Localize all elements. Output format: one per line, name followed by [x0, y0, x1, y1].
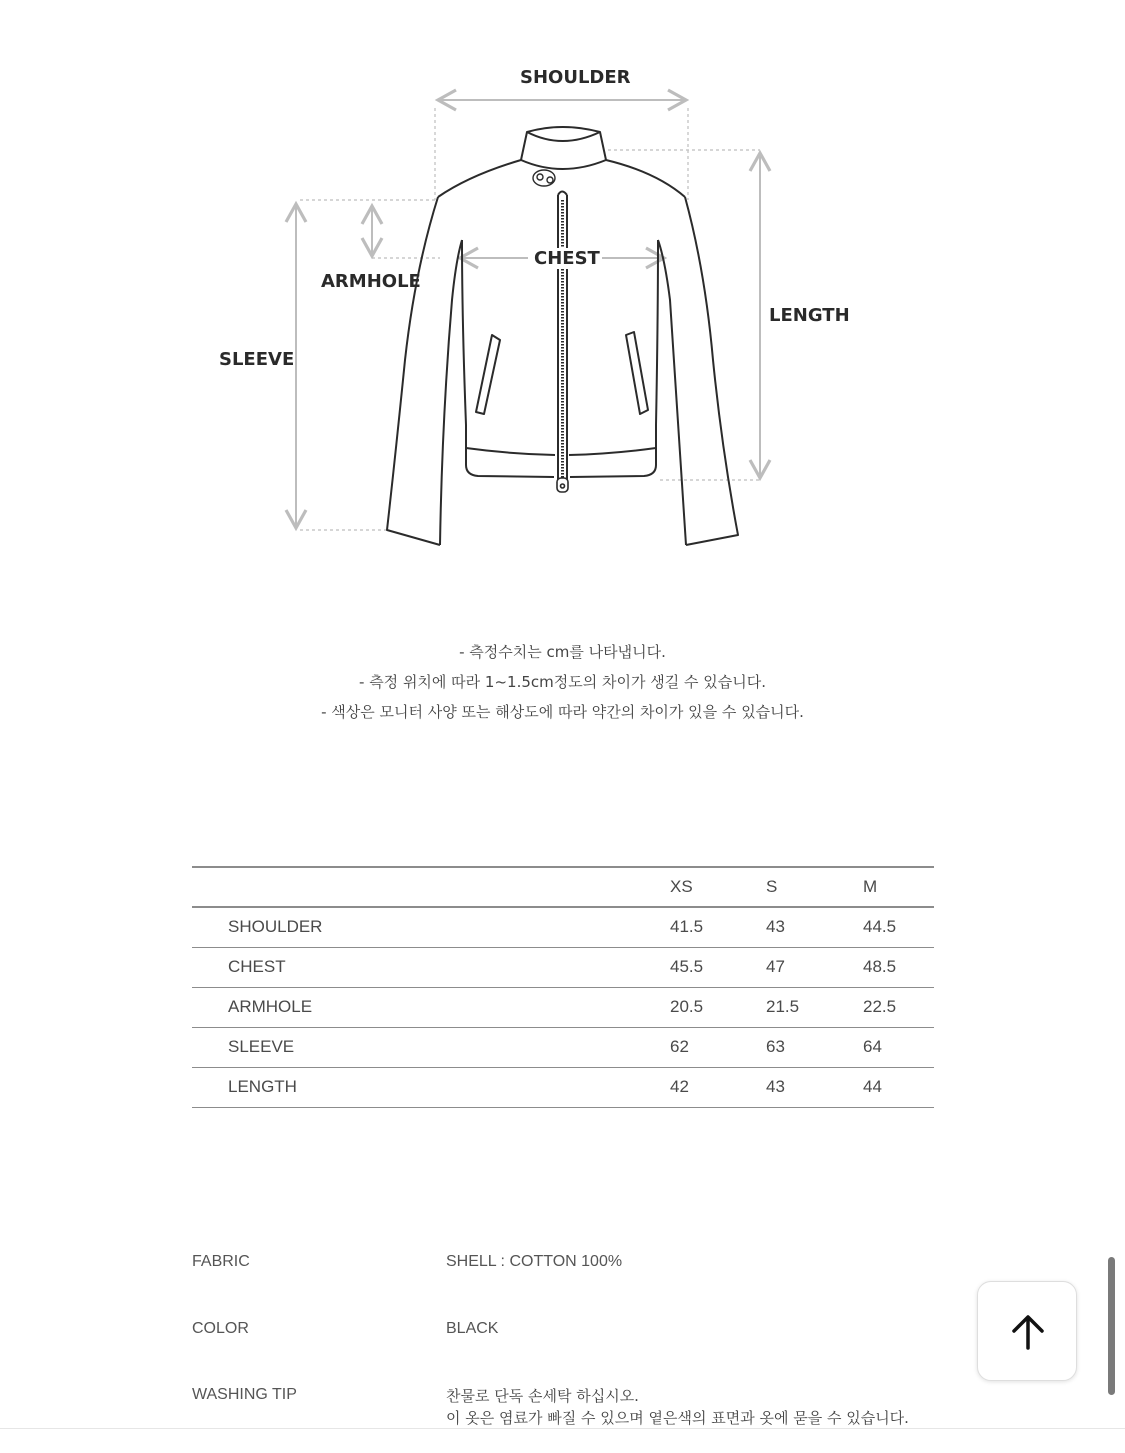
size-header: S [766, 867, 863, 907]
cell-value: 64 [863, 1027, 934, 1067]
guide-lines [300, 108, 760, 530]
note-line: - 색상은 모니터 사양 또는 해상도에 따라 약간의 차이가 있을 수 있습니다. [321, 703, 804, 721]
color-label: COLOR [192, 1320, 249, 1337]
row-label: ARMHOLE [192, 987, 670, 1027]
size-header: XS [670, 867, 766, 907]
table-row [192, 1067, 934, 1107]
row-label: SLEEVE [192, 1027, 670, 1067]
measurement-diagram [0, 0, 1125, 600]
cell-value: 22.5 [863, 987, 934, 1027]
cell-value: 43 [766, 907, 863, 947]
cell-value: 21.5 [766, 987, 863, 1027]
shoulder-label: SHOULDER [520, 67, 631, 88]
cell-value: 47 [766, 947, 863, 987]
scroll-to-top-button[interactable] [977, 1281, 1077, 1381]
cell-value: 62 [670, 1027, 766, 1067]
row-label: LENGTH [192, 1067, 670, 1107]
armhole-label: ARMHOLE [321, 271, 421, 292]
arrow-up-icon [1008, 1312, 1048, 1352]
cell-value: 45.5 [670, 947, 766, 987]
fabric-value: SHELL : COTTON 100% [446, 1253, 623, 1270]
cell-value: 42 [670, 1067, 766, 1107]
fabric-label: FABRIC [192, 1253, 250, 1270]
row-label: SHOULDER [192, 907, 670, 947]
cell-value: 48.5 [863, 947, 934, 987]
size-header: M [863, 867, 934, 907]
cell-value: 20.5 [670, 987, 766, 1027]
washing-tip-line: 찬물로 단독 손세탁 하십시오. [446, 1387, 639, 1405]
cell-value: 44 [863, 1067, 934, 1107]
cell-value: 43 [766, 1067, 863, 1107]
cell-value: 44.5 [863, 907, 934, 947]
note-line: - 측정 위치에 따라 1~1.5cm정도의 차이가 생길 수 있습니다. [359, 673, 766, 691]
size-table [192, 866, 934, 1108]
row-label: CHEST [192, 947, 670, 987]
length-label: LENGTH [769, 305, 850, 326]
washing-tip-line: 이 옷은 염료가 빠질 수 있으며 옅은색의 표면과 옷에 묻을 수 있습니다. [446, 1409, 909, 1427]
sleeve-label: SLEEVE [219, 349, 295, 370]
table-row [192, 947, 934, 987]
collar-snaps [533, 170, 555, 186]
header-blank-cell [192, 867, 670, 907]
washing-tip-label: WASHING TIP [192, 1386, 297, 1403]
color-value: BLACK [446, 1320, 499, 1337]
cell-value: 41.5 [670, 907, 766, 947]
zipper-pull [557, 478, 568, 492]
table-row [192, 907, 934, 947]
note-line: - 측정수치는 cm를 나타냅니다. [459, 643, 666, 661]
scrollbar-thumb[interactable] [1108, 1257, 1115, 1395]
table-row [192, 987, 934, 1027]
table-row [192, 1027, 934, 1067]
chest-label: CHEST [534, 248, 600, 269]
bottom-divider [0, 1428, 1125, 1429]
table-header-row [192, 867, 934, 907]
measurement-notes [0, 640, 1125, 730]
measurement-arrows [296, 100, 760, 528]
jacket-illustration [0, 0, 1125, 600]
cell-value: 63 [766, 1027, 863, 1067]
